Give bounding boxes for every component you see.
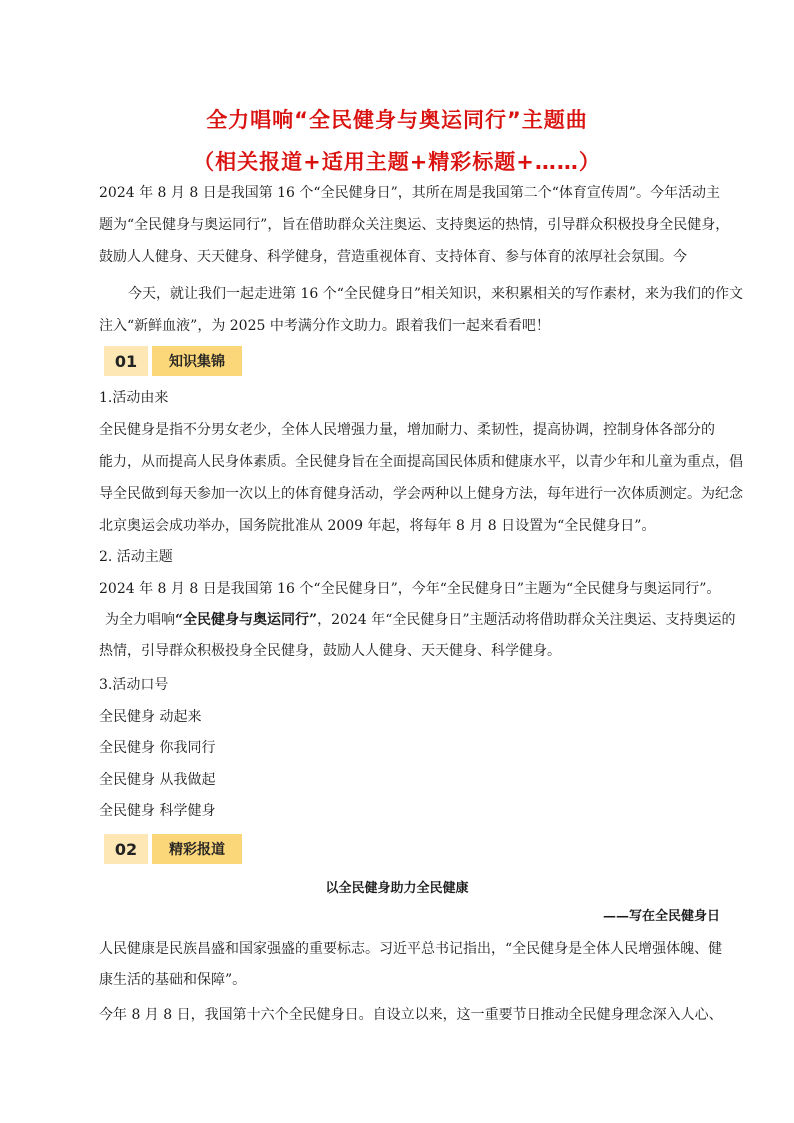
section-number: 01	[104, 346, 148, 376]
main-title: 全力唱响“全民健身与奥运同行”主题曲	[206, 108, 588, 132]
article-line: 人民健康是民族昌盛和国家强盛的重要标志。习近平总书记指出，“全民健身是全体人民增强体魄、健	[99, 941, 723, 957]
slogan: 全民健身 动起来	[99, 709, 202, 725]
origin-line: 全民健身是指不分男女老少，全体人民增强力量，增加耐力、柔韧性，提高协调，控制身体各部分的	[99, 422, 715, 438]
section-header-reports	[104, 834, 242, 864]
article-title: 以全民健身助力全民健康	[325, 881, 469, 896]
slogan: 全民健身 科学健身	[99, 803, 216, 819]
slogan: 全民健身 你我同行	[99, 740, 216, 756]
intro-line: 注入“新鲜血液”，为 2025 中考满分作文助力。跟着我们一起来看看吧！	[99, 318, 550, 334]
article-line: 康生活的基础和保障”。	[99, 972, 247, 988]
theme-text: 为全力唱响	[105, 612, 175, 628]
origin-line: 导全民做到每天参加一次以上的体育健身活动，学会两种以上健身方法，每年进行一次体质测定。为纪念	[99, 486, 743, 502]
theme-text: ，2024 年“全民健身日”主题活动将借助群众关注奥运、支持奥运的	[317, 612, 736, 628]
section-number: 02	[104, 834, 148, 864]
section-label: 精彩报道	[152, 834, 242, 864]
intro-line: 今天，就让我们一起走进第 16 个“全民健身日”相关知识，来积累相关的写作素材，来为我们的作文	[128, 286, 744, 302]
theme-line: 2024 年 8 月 8 日是我国第 16 个“全民健身日”，今年“全民健身日”主题为“全民健身与奥运同行”。	[99, 581, 721, 597]
intro-line: 鼓励人人健身、天天健身、科学健身，营造重视体育、支持体育、参与体育的浓厚社会氛围。今	[99, 249, 687, 265]
theme-line	[105, 605, 736, 636]
slogan: 全民健身 从我做起	[99, 772, 216, 788]
article-line: 今年 8 月 8 日，我国第十六个全民健身日。自设立以来，这一重要节日推动全民健身理念深入人心、	[99, 1007, 723, 1023]
origin-line: 北京奥运会成功举办，国务院批准从 2009 年起，将每年 8 月 8 日设置为“全民健身日”。	[99, 518, 656, 534]
article-subtitle: ——写在全民健身日	[602, 909, 720, 924]
subheading: 1.活动由来	[99, 390, 169, 406]
theme-highlight: “全民健身与奥运同行”	[175, 612, 318, 628]
subheading: 2. 活动主题	[99, 549, 173, 565]
theme-line: 热情，引导群众积极投身全民健身，鼓励人人健身、天天健身、科学健身。	[99, 643, 561, 659]
origin-line: 能力，从而提高人民身体素质。全民健身旨在全面提高国民体质和健康水平，以青少年和儿童为重点，倡	[99, 454, 743, 470]
intro-line: 题为“全民健身与奥运同行”，旨在借助群众关注奥运、支持奥运的热情，引导群众积极投身全民健身，	[99, 217, 730, 233]
section-label: 知识集锦	[152, 346, 242, 376]
intro-line: 2024 年 8 月 8 日是我国第 16 个“全民健身日”，其所在周是我国第二个“体育宣传周”。今年活动主	[99, 185, 721, 201]
section-header-knowledge	[104, 346, 242, 376]
main-subtitle: （相关报道+适用主题+精彩标题+……）	[193, 150, 601, 174]
subheading: 3.活动口号	[99, 677, 169, 693]
